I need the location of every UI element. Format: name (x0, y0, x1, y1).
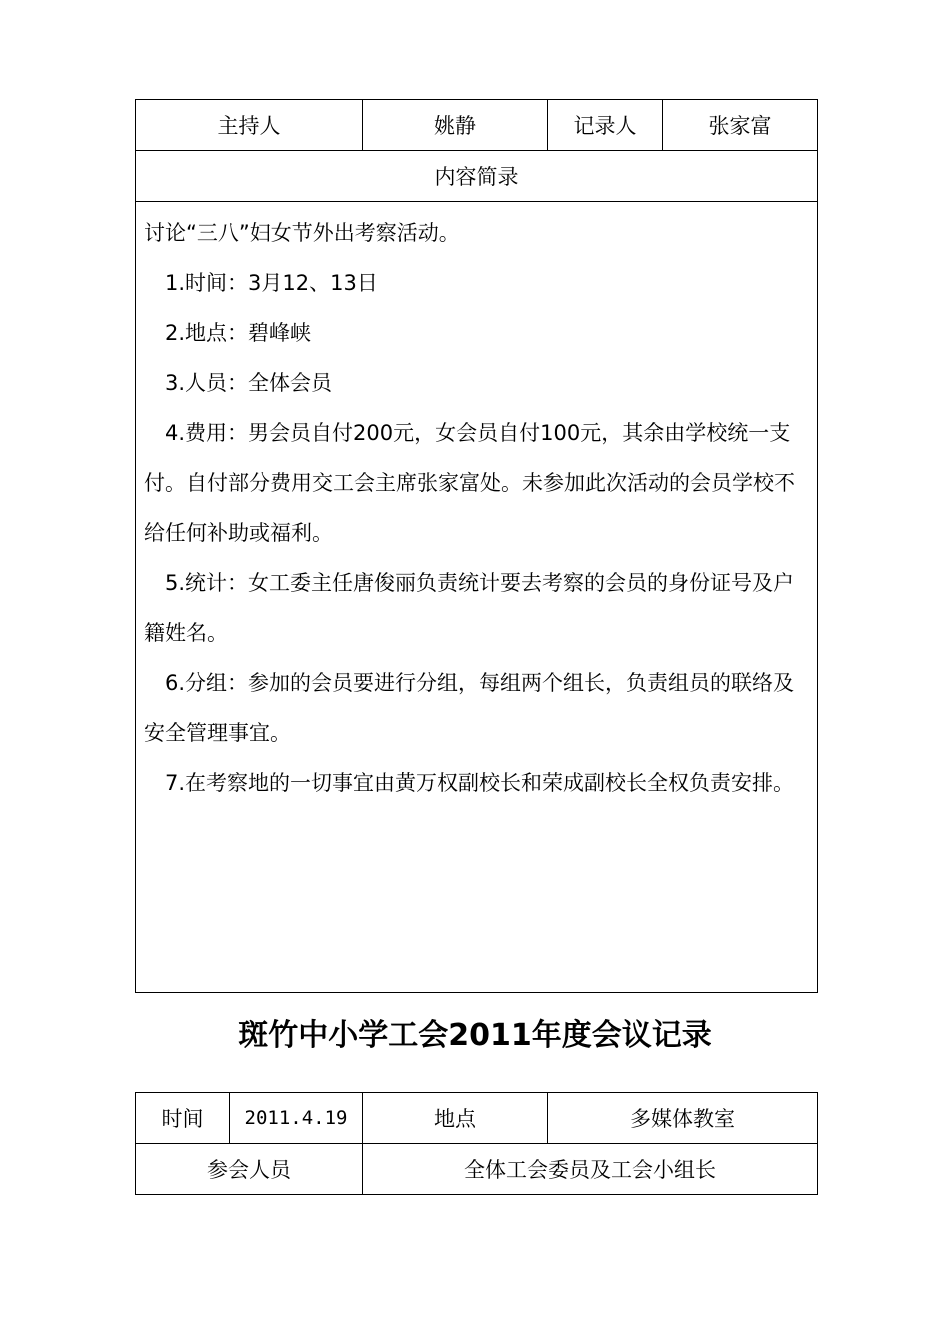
content-item: 1.时间：3月12、13日 (165, 271, 378, 295)
recorder-label: 记录人 (548, 100, 663, 151)
recorder-value: 张家富 (663, 100, 818, 151)
meeting-record-table-1 (135, 99, 818, 993)
attendees-label: 参会人员 (136, 1144, 363, 1195)
place-value: 多媒体教室 (548, 1093, 818, 1144)
content-header: 内容简录 (136, 151, 818, 202)
time-label: 时间 (136, 1093, 230, 1144)
host-value: 姚静 (363, 100, 548, 151)
content-body (136, 202, 817, 808)
host-label: 主持人 (136, 100, 363, 151)
place-label: 地点 (363, 1093, 548, 1144)
document-title: 斑竹中小学工会2011年度会议记录 (238, 1018, 712, 1053)
content-item: 3.人员：全体会员 (165, 371, 333, 395)
content-item: 6.分组：参加的会员要进行分组，每组两个组长，负责组员的联络及安全管理事宜。 (144, 671, 795, 745)
content-item: 7.在考察地的一切事宜由黄万权副校长和荣成副校长全权负责安排。 (165, 771, 795, 795)
content-item: 5.统计：女工委主任唐俊丽负责统计要去考察的会员的身份证号及户籍姓名。 (144, 571, 795, 645)
content-intro: 讨论“三八”妇女节外出考察活动。 (144, 221, 460, 245)
attendees-value: 全体工会委员及工会小组长 (363, 1144, 818, 1195)
time-value: 2011.4.19 (230, 1093, 363, 1144)
content-item: 2.地点：碧峰峡 (165, 321, 312, 345)
content-cell (136, 202, 818, 993)
meeting-record-table-2 (135, 1092, 818, 1195)
content-item: 4.费用：男会员自付200元，女会员自付100元，其余由学校统一支付。自付部分费用交工会主席张家富处。未参加此次活动的会员学校不给任何补助或福利。 (144, 421, 795, 545)
